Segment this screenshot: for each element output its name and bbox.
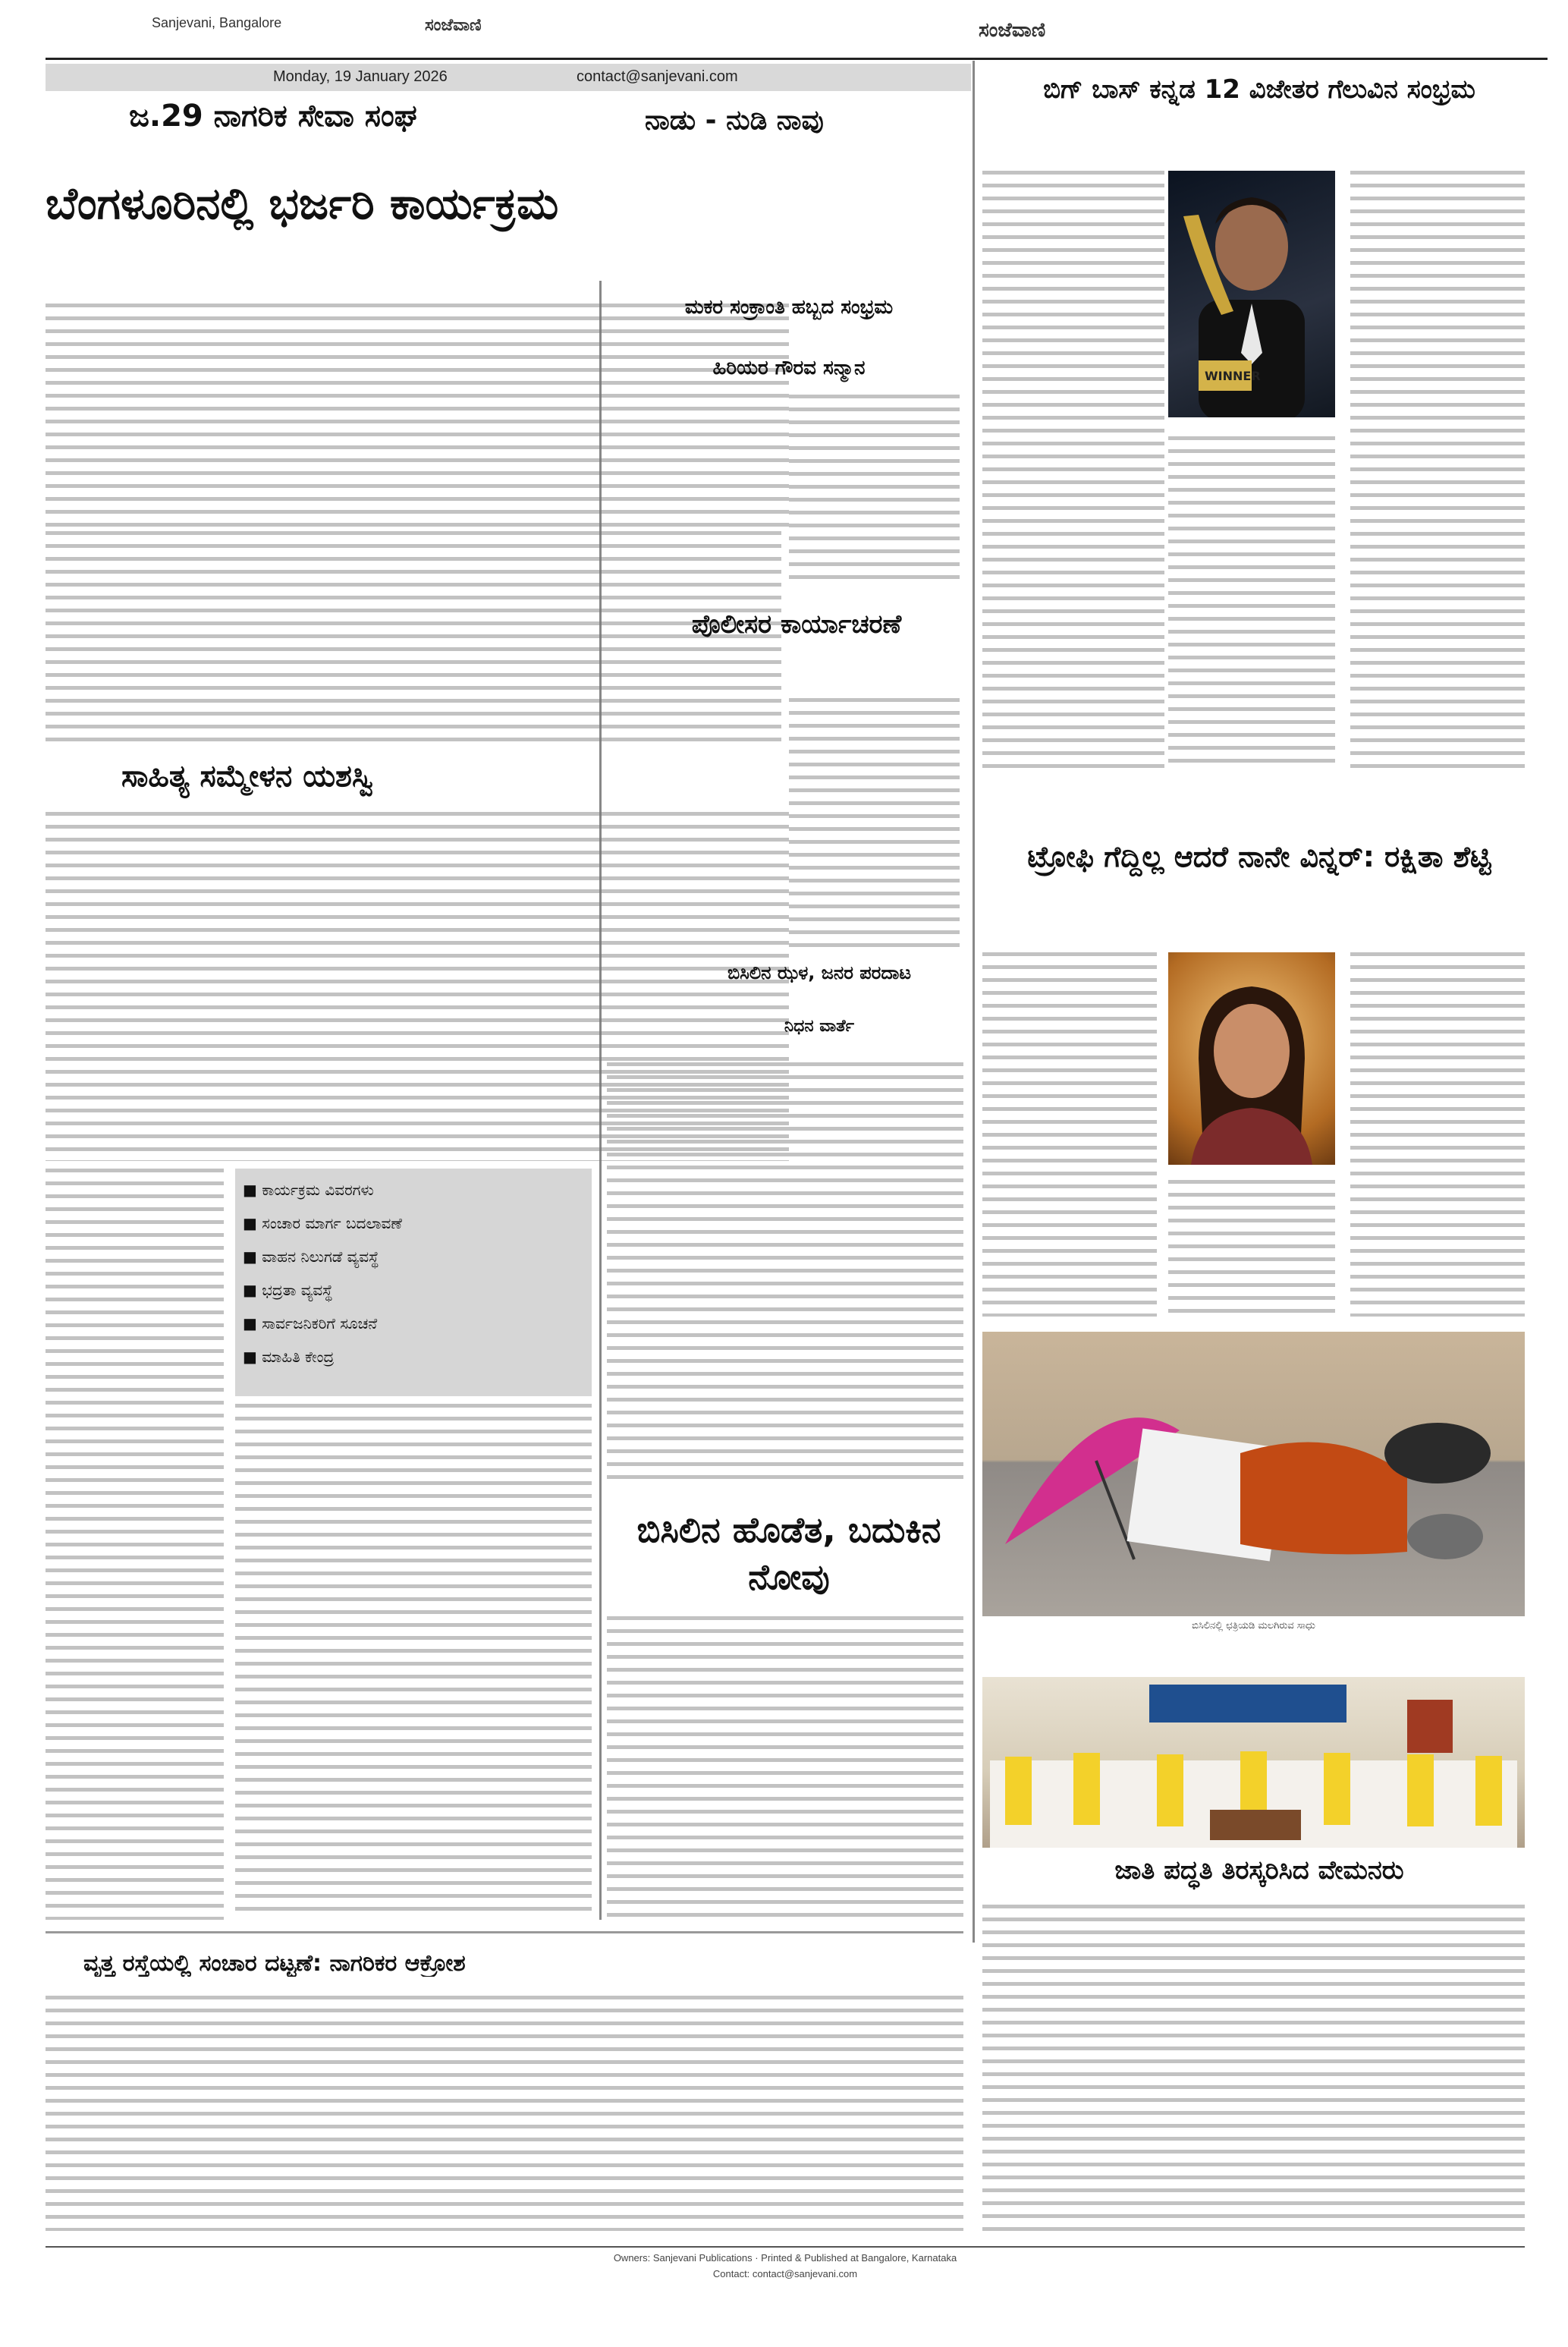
- info-box: [235, 1169, 592, 1396]
- center-sub-headline-2: ಹಿರಿಯರ ಗೌರವ ಸನ್ಮಾನ: [712, 357, 866, 379]
- top-center-headline: ನಾಡು - ನುಡಿ ನಾವು: [645, 105, 824, 136]
- left-mid-column-text: [235, 1404, 592, 1920]
- street-photo: [982, 1332, 1525, 1616]
- masthead-left-label: Sanjevani, Bangalore: [152, 15, 282, 30]
- center-text-4: [607, 1616, 963, 1920]
- masthead: [46, 5, 1548, 60]
- footer: [46, 2246, 1525, 2293]
- portrait-illustration: [1168, 952, 1335, 1165]
- rakshitha-photo: [1168, 952, 1335, 1165]
- group-photo: [982, 1677, 1525, 1848]
- footer-line-2: Contact: contact@sanjevani.com: [712, 2268, 858, 2279]
- right-mid-headline: ಟ್ರೋಫಿ ಗೆದ್ದಿಲ್ಲ ಆದರೆ ನಾನೇ ವಿನ್ನರ್: ರಕ್ಷಿತಾ ಶೆಟ್ಟಿ: [1027, 840, 1491, 873]
- center-mid-headline: ಪೊಲೀಸರ ಕಾರ್ಯಾಚರಣೆ: [691, 609, 902, 640]
- group-illustration: [982, 1677, 1525, 1848]
- right-column-divider: [973, 61, 975, 1943]
- street-photo-caption: ಬಿಸಿಲಿನಲ್ಲಿ ಛತ್ರಿಯಡಿ ಮಲಗಿರುವ ಸಾಧು: [1192, 1620, 1315, 1631]
- right-bottom-headline: ಜಾತಿ ಪದ್ಧತಿ ತಿರಸ್ಕರಿಸಿದ ವೇಮನರು: [1114, 1855, 1404, 1886]
- bullet-item: ■ ಸಾರ್ವಜನಿಕರಿಗೆ ಸೂಚನೆ: [243, 1314, 378, 1332]
- right-text-2: [1350, 171, 1525, 770]
- footer-line-1: Owners: Sanjevani Publications · Printed & Published at Bangalore, Karnataka: [613, 2252, 957, 2264]
- mid-left-headline: ಸಾಹಿತ್ಯ ಸಮ್ಮೇಳನ ಯಶಸ್ವಿ: [121, 759, 374, 794]
- svg-text:WINNER: WINNER: [1205, 369, 1261, 383]
- main-headline: ಬೆಂಗಳೂರಿನಲ್ಲಿ ಭರ್ಜರಿ ಕಾರ್ಯಕ್ರಮ: [46, 178, 559, 229]
- right-text-5: [1350, 952, 1525, 1317]
- email-line: contact@sanjevani.com: [577, 68, 738, 85]
- right-text-7: [982, 1905, 1525, 2231]
- center-text-2: [789, 698, 960, 949]
- date-line: Monday, 19 January 2026: [273, 68, 448, 85]
- lead-headline: ಜ.29 ನಾಗರಿಕ ಸೇವಾ ಸಂಘ: [129, 99, 417, 134]
- right-text-4: [982, 952, 1157, 1317]
- lead-story-text: [46, 304, 789, 531]
- street-scene-illustration: [982, 1332, 1525, 1616]
- paper-name: ಸಂಜೆವಾಣಿ: [425, 15, 482, 34]
- center-text-1: [789, 395, 960, 584]
- center-sub-headline: ಮಕರ ಸಂಕ್ರಾಂತಿ ಹಬ್ಬದ ಸಂಭ್ರಮ: [684, 296, 894, 319]
- bullet-item: ■ ಸಂಚಾರ ಮಾರ್ಗ ಬದಲಾವಣೆ: [243, 1214, 402, 1232]
- bullet-item: ■ ಭದ್ರತಾ ವ್ಯವಸ್ಥೆ: [243, 1281, 333, 1299]
- bottom-section-divider: [46, 1931, 963, 1933]
- winner-illustration: [1168, 171, 1335, 417]
- winner-photo: [1168, 171, 1335, 417]
- center-low-headline-2: ನಿಧನ ವಾರ್ತೆ: [784, 1017, 855, 1036]
- right-text-3: [1168, 436, 1335, 770]
- bullet-item: ■ ವಾಹನ ನಿಲುಗಡೆ ವ್ಯವಸ್ಥೆ: [243, 1247, 379, 1266]
- bottom-left-text: [46, 1996, 963, 2231]
- bottom-left-headline: ವೃತ್ತ ರಸ್ತೆಯಲ್ಲಿ ಸಂಚಾರ ದಟ್ಟಣೆ: ನಾಗರಿಕರ ಆಕ್ರೋಶ: [83, 1950, 466, 1977]
- bullet-item: ■ ಮಾಹಿತಿ ಕೇಂದ್ರ: [243, 1348, 335, 1366]
- center-low-headline: ಬಿಸಿಲಿನ ಝಳ, ಜನರ ಪರದಾಟ: [727, 962, 912, 983]
- right-top-headline: ಬಿಗ್ ಬಾಸ್ ಕನ್ನಡ 12 ವಿಜೇತರ ಗೆಲುವಿನ ಸಂಭ್ರಮ: [1043, 74, 1475, 105]
- bullet-item: ■ ಕಾರ್ಯಕ್ರಮ ವಿವರಗಳು: [243, 1181, 374, 1199]
- paper-name-right: ಸಂಜೆವಾಣಿ: [979, 18, 1046, 41]
- right-text-6: [1168, 1180, 1335, 1317]
- center-text-3: [607, 1062, 963, 1480]
- left-column-text: [46, 1169, 224, 1920]
- bottom-center-headline: ಬಿಸಿಲಿನ ಹೊಡೆತ, ಬದುಕಿನ ನೋವು: [636, 1509, 941, 1597]
- right-text-1: [982, 171, 1164, 770]
- date-strip: [46, 64, 971, 91]
